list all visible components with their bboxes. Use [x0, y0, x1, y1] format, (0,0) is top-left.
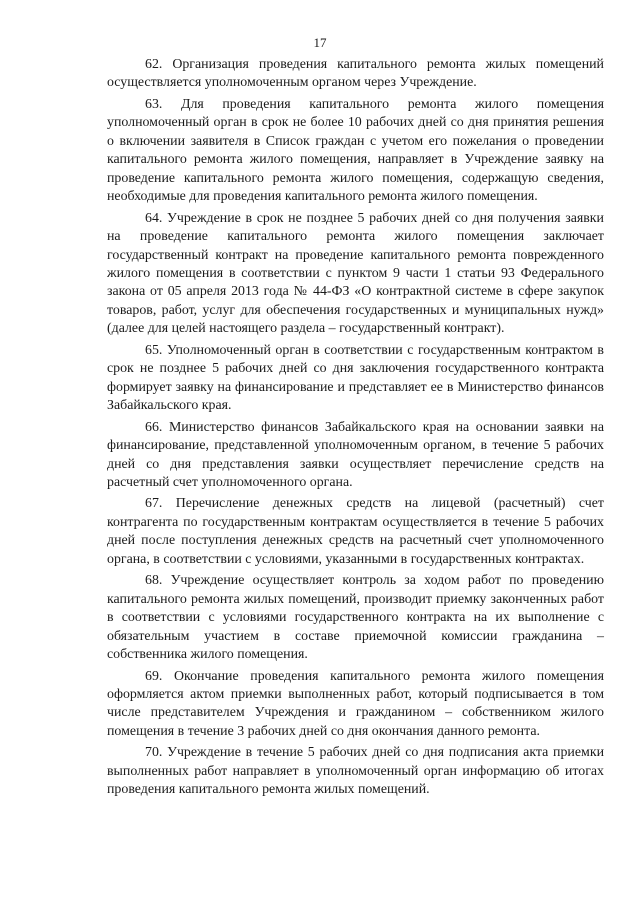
page-number: 17	[313, 35, 327, 50]
paragraph-63: 63. Для проведения капитального ремонта жилого помещения уполномоченный орган в срок не более 10 рабочих дней со дня принятия решения о включении заявителя в Список граждан с учетом его пожелания о проведении капитального ремонта жилого помещения, направляет в Учреждение заявку на проведение капитального ремонта жилого помещения, содержащую сведения, необходимые для проведения капитального ремонта жилого помещения.	[107, 96, 604, 205]
paragraph-70: 70. Учреждение в течение 5 рабочих дней со дня подписания акта приемки выполненных работ направляет в уполномоченный орган информацию об итогах проведения капитального ремонта жилых помещений.	[107, 745, 604, 798]
paragraph-69: 69. Окончание проведения капитального ремонта жилого помещения оформляется актом приемки выполненных работ, который подписывается в том числе представителем Учреждения и гражданином – собственником жилого помещения в течение 3 рабочих дней со дня окончания данного ремонта.	[107, 668, 604, 739]
paragraph-64: 64. Учреждение в срок не позднее 5 рабочих дней со дня получения заявки на проведение капитального ремонта жилого помещения заключает государственный контракт на проведение капитального ремонта поврежденного жилого помещения в соответствии с пунктом 9 части 1 статьи 93 Федерального закона от 05 апреля 2013 года № 44-ФЗ «О контрактной системе в сфере закупок товаров, работ, услуг для обеспечения государственных и муниципальных нужд» (далее для целей настоящего раздела – государственный контракт).	[107, 210, 604, 337]
document-body	[107, 56, 604, 803]
paragraph-62: 62. Организация проведения капитального ремонта жилых помещений осуществляется уполномоченным органом через Учреждение.	[107, 57, 604, 91]
paragraph-66: 66. Министерство финансов Забайкальского края на основании заявки на финансирование, представленной уполномоченным органом, в течение 5 рабочих дней со дня представления заявки осуществляет перечисление средств на расчетный счет уполномоченного органа.	[107, 419, 604, 490]
paragraph-65: 65. Уполномоченный орган в соответствии с государственным контрактом в срок не позднее 5 рабочих дней со дня заключения государственного контракта формирует заявку на финансирование и представляет ее в Министерство финансов Забайкальского края.	[107, 342, 604, 414]
paragraph-67: 67. Перечисление денежных средств на лицевой (расчетный) счет контрагента по государственным контрактам осуществляется в течение 5 рабочих дней после поступления денежных средств на расчетный счет уполномоченного органа, в соответствии с условиями, указанными в государственных контрактах.	[107, 496, 604, 567]
paragraph-68: 68. Учреждение осуществляет контроль за ходом работ по проведению капитального ремонта жилых помещений, производит приемку законченных работ в соответствии с условиями государственного контракта на их выполнение с обязательным участием в составе приемочной комиссии гражданина – собственника жилого помещения.	[107, 573, 604, 663]
